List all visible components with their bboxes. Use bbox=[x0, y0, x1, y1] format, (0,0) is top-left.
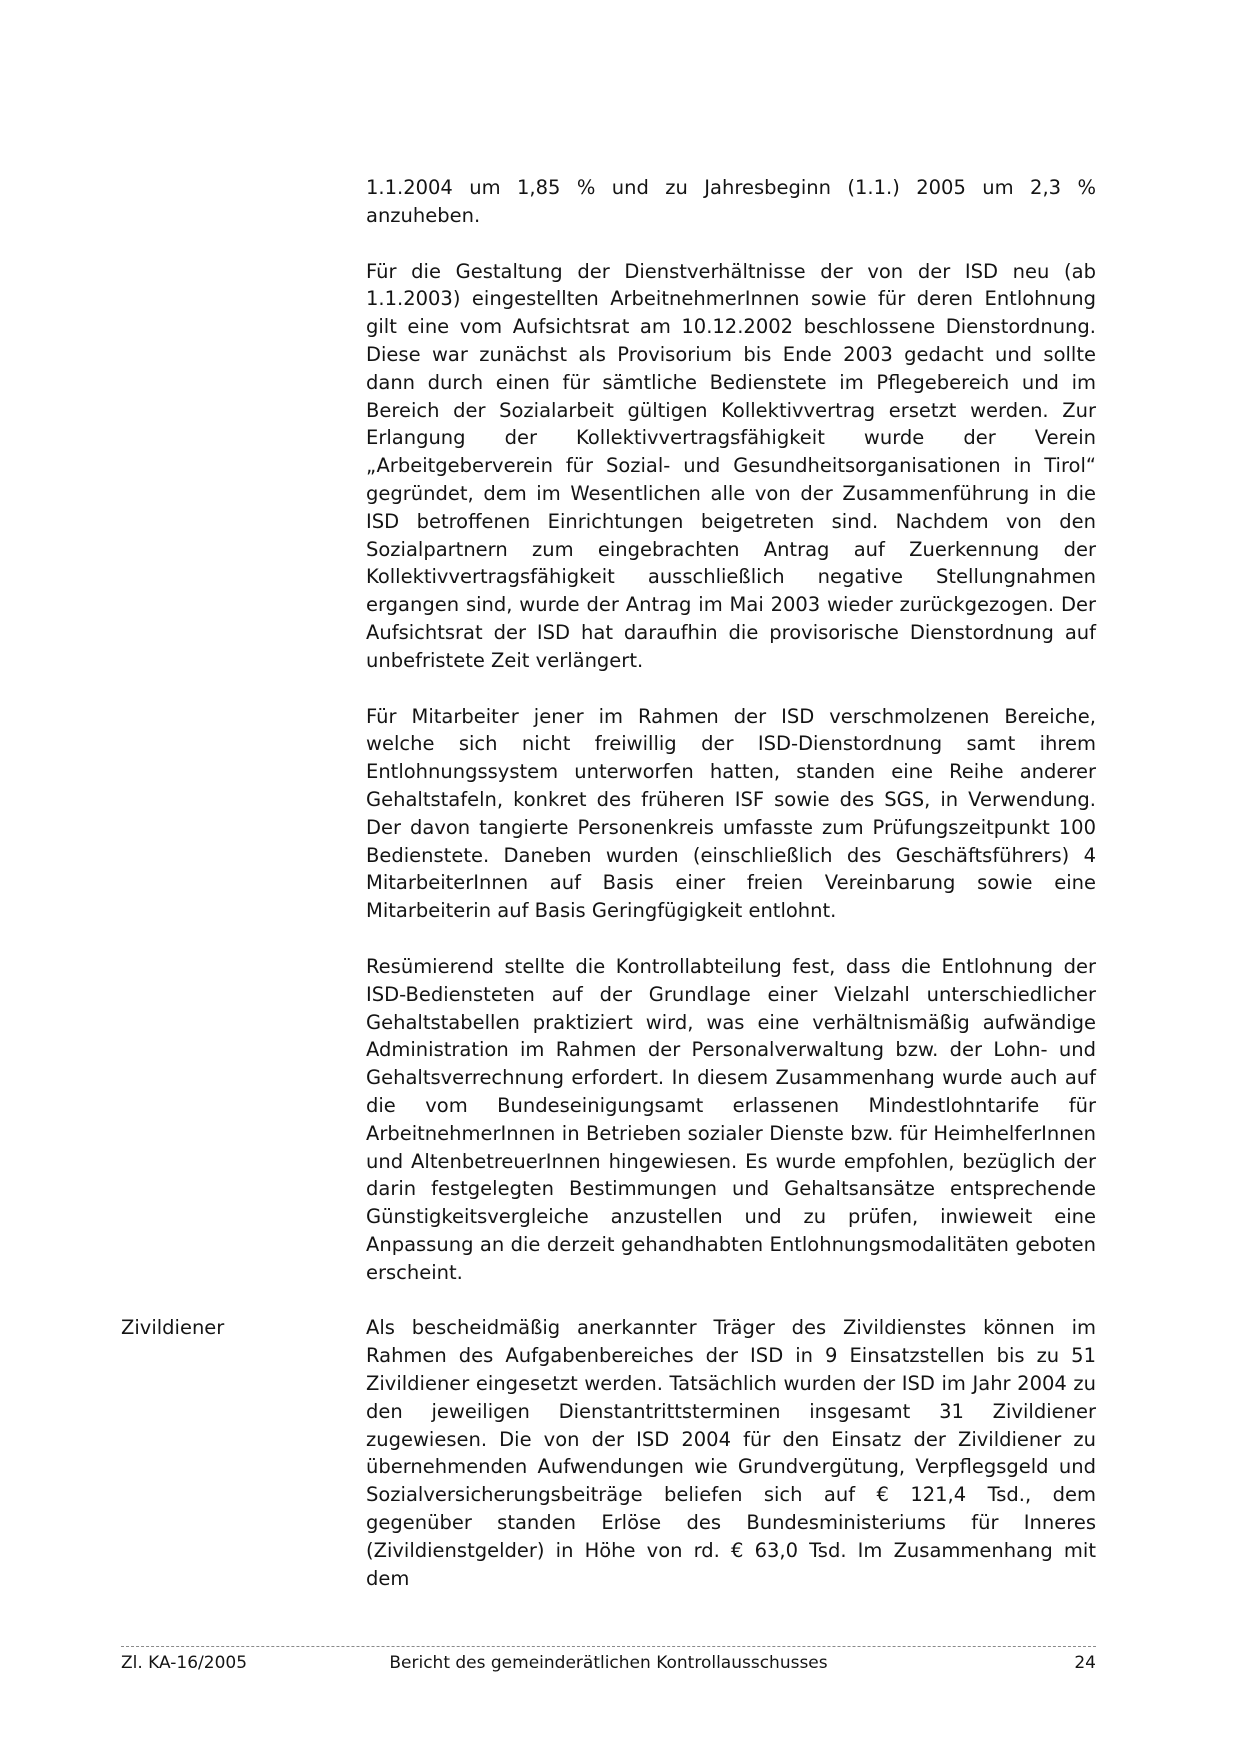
paragraph-civil-service: Als bescheidmäßig anerkannter Träger des Zivildienstes können im Rahmen des Aufgabenbereiches der ISD in 9 Einsatzstellen bis zu 51 Zivildiener eingesetzt werden. Tatsächlich wurden der ISD im Jahr 2004 zu den jeweiligen Dienstantrittsterminen insgesamt 31 Zivildiener zugewiesen. Die von der ISD 2004 für den Einsatz der Zivildiener zu übernehmenden Aufwendungen wie Grundvergütung, Verpflegsgeld und Sozialversicherungsbeiträge beliefen sich auf € 121,4 Tsd., dem gegenüber standen Erlöse des Bundesministeriums für Inneres (Zivildienstgelder) in Höhe von rd. € 63,0 Tsd. Im Zusammenhang mit dem bbox=[366, 1316, 1096, 1590]
paragraph-salary-increase: 1.1.2004 um 1,85 % und zu Jahresbeginn (1.1.) 2005 um 2,3 % anzuheben. bbox=[366, 176, 1096, 227]
footer-divider bbox=[121, 1646, 1096, 1647]
page-number: 24 bbox=[1074, 1653, 1096, 1673]
paragraph-summary-recommendation: Resümierend stellte die Kontrollabteilung fest, dass die Entlohnung der ISD-Bediensteten auf der Grundlage einer Vielzahl unterschiedlicher Gehaltstabellen praktiziert wird, was eine verhältnismäßig aufwändige Administration im Rahmen der Personalverwaltung bzw. der Lohn- und Gehaltsverrechnung erfordert. In diesem Zusammenhang wurde auch auf die vom Bundeseinigungsamt erlassenen Mindestlohntarife für ArbeitnehmerInnen in Betrieben sozialer Dienste bzw. für HeimhelferInnen und AltenbetreuerInnen hingewiesen. Es wurde empfohlen, bezüglich der darin festgelegten Bestimmungen und Gehaltsansätze entsprechende Günstigkeitsvergleiche anzustellen und zu prüfen, inwieweit eine Anpassung an die derzeit gehandhabten Entlohnungsmodalitäten geboten erscheint. bbox=[366, 954, 1096, 1284]
page-footer bbox=[121, 1650, 1096, 1680]
margin-note-zivildiener: Zivildiener bbox=[121, 1316, 225, 1340]
paragraph-salary-tables: Für Mitarbeiter jener im Rahmen der ISD verschmolzenen Bereiche, welche sich nicht freiwillig der ISD-Dienstordnung samt ihrem Entlohnungssystem unterworfen hatten, standen eine Reihe anderer Gehaltstafeln, konkret des früheren ISF sowie des SGS, in Verwendung. Der davon tangierte Personenkreis umfasste zum Prüfungszeitpunkt 100 Bedienstete. Daneben wurden (einschließlich des Geschäftsführers) 4 MitarbeiterInnen auf Basis einer freien Vereinbarung sowie eine Mitarbeiterin auf Basis Geringfügigkeit entlohnt. bbox=[366, 704, 1096, 923]
paragraph-service-regulations: Für die Gestaltung der Dienstverhältnisse der von der ISD neu (ab 1.1.2003) eingestellten ArbeitnehmerInnen sowie für deren Entlohnung gilt eine vom Aufsichtsrat am 10.12.2002 beschlossene Dienstordnung. Diese war zunächst als Provisorium bis Ende 2003 gedacht und sollte dann durch einen für sämtliche Bedienstete im Pflegebereich und im Bereich der Sozialarbeit gültigen Kollektivvertrag ersetzt werden. Zur Erlangung der Kollektivvertragsfähigkeit wurde der Verein „Arbeitgeberverein für Sozial- und Gesundheitsorganisationen in Tirol“ gegründet, dem im Wesentlichen alle von der Zusammenführung in die ISD betroffenen Einrichtungen beigetreten sind. Nachdem von den Sozialpartnern zum eingebrachten Antrag auf Zuerkennung der Kollektivvertragsfähigkeit ausschließlich negative Stellungnahmen ergangen sind, wurde der Antrag im Mai 2003 wieder zurückgezogen. Der Aufsichtsrat der ISD hat daraufhin die provisorische Dienstordnung auf unbefristete Zeit verlängert. bbox=[366, 259, 1096, 672]
footer-reference: Zl. KA-16/2005 bbox=[121, 1653, 248, 1673]
footer-report-title: Bericht des gemeinderätlichen Kontrollausschusses bbox=[389, 1653, 828, 1673]
document-body bbox=[366, 174, 1096, 1592]
